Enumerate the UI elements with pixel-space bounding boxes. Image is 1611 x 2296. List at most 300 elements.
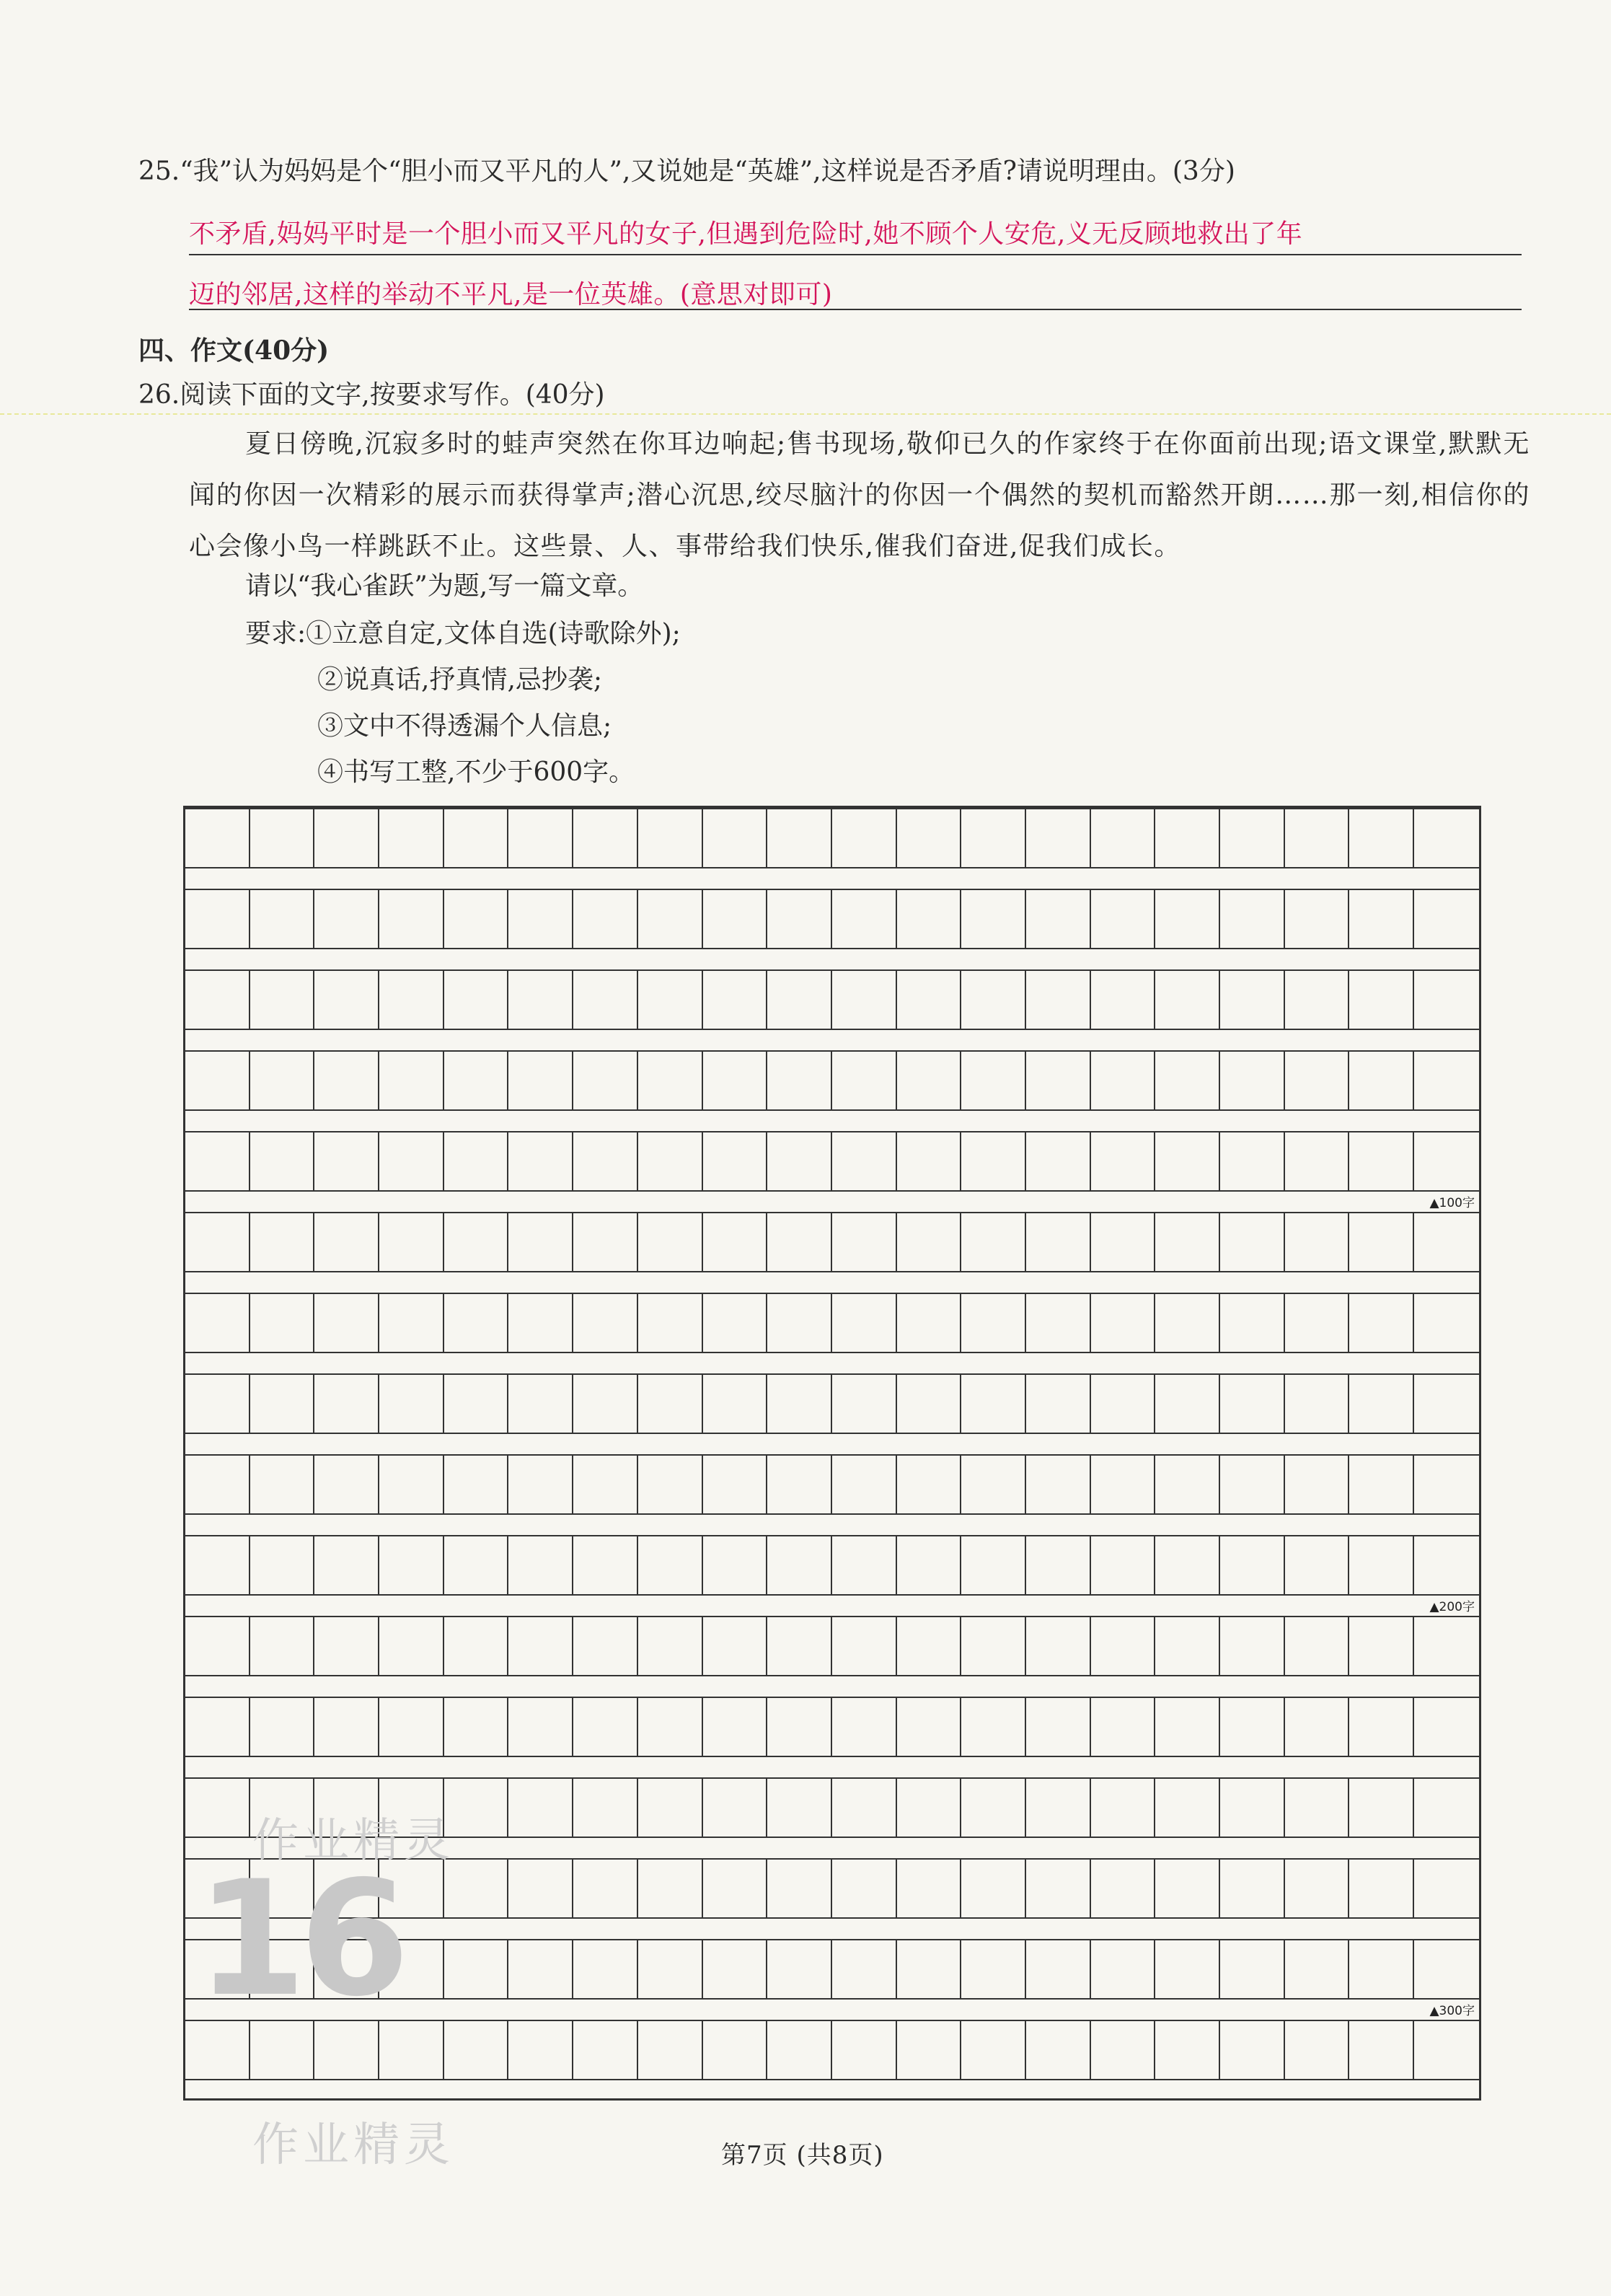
grid-cell[interactable] [767,1375,832,1433]
grid-cell[interactable] [638,971,703,1029]
grid-cell[interactable] [314,971,379,1029]
grid-cell[interactable] [767,2021,832,2079]
grid-cell[interactable] [573,1294,638,1352]
grid-cell[interactable] [767,1860,832,1917]
grid-cell[interactable] [1285,1213,1350,1271]
grid-cell[interactable] [250,1456,315,1513]
grid-cell[interactable] [1349,1132,1414,1190]
grid-cell[interactable] [897,971,962,1029]
grid-row[interactable] [185,1616,1479,1676]
grid-cell[interactable] [250,1052,315,1109]
grid-cell[interactable] [961,1940,1026,1998]
grid-cell[interactable] [444,1294,509,1352]
grid-cell[interactable] [444,1132,509,1190]
grid-cell[interactable] [1026,971,1091,1029]
grid-cell[interactable] [1091,2021,1156,2079]
grid-cell[interactable] [1091,1536,1156,1594]
grid-cell[interactable] [1285,1294,1350,1352]
grid-cell[interactable] [703,809,768,867]
grid-cell[interactable] [897,1536,962,1594]
grid-cell[interactable] [897,1698,962,1756]
grid-cell[interactable] [638,1698,703,1756]
grid-cell[interactable] [573,1132,638,1190]
grid-cell[interactable] [1349,1698,1414,1756]
grid-cell[interactable] [379,1536,444,1594]
grid-cell[interactable] [573,971,638,1029]
grid-cell[interactable] [1349,890,1414,948]
grid-cell[interactable] [961,1375,1026,1433]
grid-row[interactable] [185,1293,1479,1353]
grid-cell[interactable] [1026,1213,1091,1271]
grid-cell[interactable] [250,1698,315,1756]
grid-cell[interactable] [1414,809,1479,867]
grid-cell[interactable] [573,1375,638,1433]
grid-cell[interactable] [508,1940,573,1998]
grid-cell[interactable] [1026,1698,1091,1756]
grid-cell[interactable] [508,1860,573,1917]
grid-cell[interactable] [1220,2021,1285,2079]
grid-row[interactable] [185,1212,1479,1272]
grid-cell[interactable] [444,1940,509,1998]
grid-cell[interactable] [508,1132,573,1190]
grid-cell[interactable] [1414,1213,1479,1271]
grid-cell[interactable] [1026,1779,1091,1837]
grid-cell[interactable] [508,890,573,948]
grid-cell[interactable] [508,971,573,1029]
grid-cell[interactable] [508,1779,573,1837]
grid-cell[interactable] [1285,2021,1350,2079]
grid-cell[interactable] [1091,971,1156,1029]
grid-cell[interactable] [961,1294,1026,1352]
grid-cell[interactable] [573,1779,638,1837]
grid-row[interactable] [185,1697,1479,1757]
grid-cell[interactable] [314,1456,379,1513]
grid-cell[interactable] [444,1617,509,1675]
grid-cell[interactable] [185,1375,250,1433]
grid-cell[interactable] [767,1536,832,1594]
grid-cell[interactable] [703,1617,768,1675]
grid-cell[interactable] [638,1617,703,1675]
grid-cell[interactable] [1414,1940,1479,1998]
grid-cell[interactable] [1220,1375,1285,1433]
grid-cell[interactable] [1155,809,1220,867]
grid-cell[interactable] [1285,1860,1350,1917]
grid-cell[interactable] [444,971,509,1029]
grid-cell[interactable] [1091,890,1156,948]
grid-cell[interactable] [1026,1132,1091,1190]
grid-cell[interactable] [961,1536,1026,1594]
grid-row[interactable] [185,1050,1479,1111]
grid-cell[interactable] [961,971,1026,1029]
grid-cell[interactable] [1026,1294,1091,1352]
grid-cell[interactable] [185,1294,250,1352]
grid-cell[interactable] [832,1617,897,1675]
grid-cell[interactable] [185,1052,250,1109]
grid-cell[interactable] [767,1779,832,1837]
grid-cell[interactable] [379,809,444,867]
grid-cell[interactable] [573,1940,638,1998]
grid-row[interactable] [185,1131,1479,1192]
grid-row[interactable] [185,808,1479,868]
grid-cell[interactable] [832,1940,897,1998]
grid-cell[interactable] [1285,1536,1350,1594]
grid-cell[interactable] [1091,1617,1156,1675]
grid-cell[interactable] [832,1375,897,1433]
grid-cell[interactable] [185,1779,250,1837]
grid-cell[interactable] [314,1294,379,1352]
grid-cell[interactable] [1155,1132,1220,1190]
grid-cell[interactable] [1091,1294,1156,1352]
grid-cell[interactable] [314,890,379,948]
grid-cell[interactable] [1220,1617,1285,1675]
grid-cell[interactable] [314,1536,379,1594]
grid-cell[interactable] [703,1213,768,1271]
grid-cell[interactable] [897,2021,962,2079]
grid-cell[interactable] [1349,971,1414,1029]
grid-cell[interactable] [1414,1536,1479,1594]
grid-cell[interactable] [444,1052,509,1109]
grid-cell[interactable] [1220,1536,1285,1594]
grid-cell[interactable] [832,1456,897,1513]
grid-cell[interactable] [961,890,1026,948]
grid-cell[interactable] [703,890,768,948]
grid-cell[interactable] [508,1456,573,1513]
grid-cell[interactable] [185,809,250,867]
grid-row[interactable] [185,969,1479,1030]
grid-cell[interactable] [1155,1860,1220,1917]
grid-row[interactable] [185,1454,1479,1515]
grid-cell[interactable] [832,1698,897,1756]
grid-cell[interactable] [1091,1213,1156,1271]
grid-cell[interactable] [314,809,379,867]
grid-cell[interactable] [961,1052,1026,1109]
grid-cell[interactable] [961,2021,1026,2079]
grid-cell[interactable] [379,971,444,1029]
grid-cell[interactable] [1155,1456,1220,1513]
grid-cell[interactable] [250,809,315,867]
grid-cell[interactable] [638,1940,703,1998]
grid-cell[interactable] [961,1779,1026,1837]
grid-cell[interactable] [1349,1536,1414,1594]
grid-cell[interactable] [703,1456,768,1513]
grid-cell[interactable] [832,809,897,867]
grid-cell[interactable] [508,2021,573,2079]
grid-cell[interactable] [767,1617,832,1675]
grid-cell[interactable] [1349,2021,1414,2079]
grid-cell[interactable] [832,1294,897,1352]
grid-cell[interactable] [638,1456,703,1513]
grid-cell[interactable] [573,2021,638,2079]
grid-cell[interactable] [444,809,509,867]
grid-cell[interactable] [1155,1213,1220,1271]
grid-cell[interactable] [1155,1940,1220,1998]
grid-cell[interactable] [1220,1456,1285,1513]
grid-cell[interactable] [1285,971,1350,1029]
grid-cell[interactable] [508,1698,573,1756]
grid-cell[interactable] [1349,1375,1414,1433]
grid-cell[interactable] [767,1213,832,1271]
grid-cell[interactable] [185,1456,250,1513]
grid-cell[interactable] [897,1779,962,1837]
grid-cell[interactable] [185,890,250,948]
grid-cell[interactable] [961,1860,1026,1917]
grid-cell[interactable] [250,1132,315,1190]
grid-cell[interactable] [897,890,962,948]
grid-cell[interactable] [379,1052,444,1109]
grid-cell[interactable] [1220,1860,1285,1917]
grid-cell[interactable] [573,1536,638,1594]
grid-cell[interactable] [832,1536,897,1594]
grid-cell[interactable] [444,1698,509,1756]
grid-cell[interactable] [444,1536,509,1594]
grid-cell[interactable] [832,2021,897,2079]
grid-cell[interactable] [767,1698,832,1756]
grid-cell[interactable] [444,1213,509,1271]
grid-cell[interactable] [1220,1052,1285,1109]
grid-cell[interactable] [444,890,509,948]
grid-cell[interactable] [638,1132,703,1190]
grid-cell[interactable] [250,890,315,948]
grid-cell[interactable] [508,1536,573,1594]
grid-cell[interactable] [897,1456,962,1513]
grid-cell[interactable] [703,1940,768,1998]
grid-cell[interactable] [379,1617,444,1675]
grid-cell[interactable] [379,1698,444,1756]
grid-row[interactable] [185,1535,1479,1596]
grid-cell[interactable] [185,1132,250,1190]
grid-cell[interactable] [1220,1698,1285,1756]
grid-cell[interactable] [1285,1456,1350,1513]
grid-row[interactable] [185,1373,1479,1434]
grid-cell[interactable] [508,809,573,867]
grid-cell[interactable] [767,1940,832,1998]
grid-cell[interactable] [897,809,962,867]
grid-cell[interactable] [832,890,897,948]
grid-cell[interactable] [961,1617,1026,1675]
grid-cell[interactable] [832,1779,897,1837]
grid-cell[interactable] [1285,1052,1350,1109]
grid-cell[interactable] [1220,1940,1285,1998]
grid-cell[interactable] [1220,809,1285,867]
grid-cell[interactable] [1349,1456,1414,1513]
grid-cell[interactable] [573,1052,638,1109]
grid-cell[interactable] [1414,971,1479,1029]
grid-cell[interactable] [573,1617,638,1675]
grid-cell[interactable] [1220,890,1285,948]
grid-cell[interactable] [1026,890,1091,948]
grid-cell[interactable] [185,1536,250,1594]
grid-cell[interactable] [1091,1456,1156,1513]
grid-cell[interactable] [379,1375,444,1433]
grid-cell[interactable] [444,1375,509,1433]
grid-cell[interactable] [444,1456,509,1513]
grid-cell[interactable] [961,1456,1026,1513]
grid-cell[interactable] [1349,1294,1414,1352]
grid-cell[interactable] [638,1052,703,1109]
grid-cell[interactable] [703,1375,768,1433]
grid-cell[interactable] [1285,1132,1350,1190]
grid-cell[interactable] [638,1536,703,1594]
grid-cell[interactable] [832,971,897,1029]
grid-cell[interactable] [573,1456,638,1513]
grid-cell[interactable] [1091,1052,1156,1109]
grid-cell[interactable] [897,1617,962,1675]
grid-cell[interactable] [573,890,638,948]
grid-cell[interactable] [379,1132,444,1190]
grid-cell[interactable] [1349,1940,1414,1998]
grid-cell[interactable] [1091,1779,1156,1837]
grid-cell[interactable] [250,1294,315,1352]
grid-cell[interactable] [185,1617,250,1675]
grid-cell[interactable] [508,1052,573,1109]
grid-cell[interactable] [573,1698,638,1756]
grid-cell[interactable] [1220,1132,1285,1190]
grid-cell[interactable] [1026,1536,1091,1594]
grid-cell[interactable] [703,2021,768,2079]
grid-cell[interactable] [897,1940,962,1998]
grid-cell[interactable] [703,971,768,1029]
grid-cell[interactable] [1349,1617,1414,1675]
grid-cell[interactable] [1220,1294,1285,1352]
grid-cell[interactable] [185,971,250,1029]
grid-cell[interactable] [1026,1940,1091,1998]
grid-cell[interactable] [767,971,832,1029]
grid-cell[interactable] [1091,809,1156,867]
grid-cell[interactable] [1091,1375,1156,1433]
grid-cell[interactable] [897,1294,962,1352]
grid-cell[interactable] [379,1213,444,1271]
grid-cell[interactable] [1285,809,1350,867]
grid-cell[interactable] [250,1213,315,1271]
grid-cell[interactable] [1414,1617,1479,1675]
grid-cell[interactable] [767,1132,832,1190]
grid-cell[interactable] [1414,1132,1479,1190]
grid-cell[interactable] [1155,1375,1220,1433]
grid-cell[interactable] [1091,1860,1156,1917]
grid-cell[interactable] [897,1860,962,1917]
grid-cell[interactable] [1026,1860,1091,1917]
grid-cell[interactable] [314,1375,379,1433]
grid-cell[interactable] [638,809,703,867]
grid-cell[interactable] [703,1698,768,1756]
grid-cell[interactable] [897,1052,962,1109]
grid-cell[interactable] [1285,890,1350,948]
grid-cell[interactable] [1026,1456,1091,1513]
grid-cell[interactable] [638,1213,703,1271]
grid-cell[interactable] [1220,1213,1285,1271]
grid-cell[interactable] [1349,1052,1414,1109]
grid-cell[interactable] [1414,1294,1479,1352]
grid-cell[interactable] [703,1779,768,1837]
grid-cell[interactable] [767,1456,832,1513]
grid-cell[interactable] [250,1617,315,1675]
grid-cell[interactable] [250,1536,315,1594]
grid-cell[interactable] [1414,1779,1479,1837]
grid-cell[interactable] [1349,1860,1414,1917]
grid-cell[interactable] [1155,2021,1220,2079]
grid-cell[interactable] [703,1132,768,1190]
grid-cell[interactable] [767,890,832,948]
grid-cell[interactable] [573,1860,638,1917]
grid-cell[interactable] [379,1456,444,1513]
grid-cell[interactable] [508,1294,573,1352]
grid-cell[interactable] [961,1698,1026,1756]
grid-cell[interactable] [1285,1375,1350,1433]
grid-cell[interactable] [1349,1213,1414,1271]
grid-cell[interactable] [1414,1860,1479,1917]
grid-cell[interactable] [314,1052,379,1109]
grid-cell[interactable] [703,1536,768,1594]
grid-cell[interactable] [638,890,703,948]
grid-cell[interactable] [1155,1617,1220,1675]
grid-cell[interactable] [767,1294,832,1352]
grid-cell[interactable] [897,1213,962,1271]
grid-cell[interactable] [1026,809,1091,867]
grid-cell[interactable] [379,1294,444,1352]
grid-cell[interactable] [250,1375,315,1433]
grid-cell[interactable] [185,1698,250,1756]
grid-cell[interactable] [1026,2021,1091,2079]
grid-cell[interactable] [1285,1698,1350,1756]
grid-cell[interactable] [314,1698,379,1756]
grid-cell[interactable] [703,1052,768,1109]
grid-cell[interactable] [1155,971,1220,1029]
grid-cell[interactable] [832,1860,897,1917]
grid-cell[interactable] [1285,1940,1350,1998]
grid-cell[interactable] [897,1375,962,1433]
grid-cell[interactable] [1155,1779,1220,1837]
grid-cell[interactable] [185,1213,250,1271]
grid-cell[interactable] [1220,971,1285,1029]
grid-cell[interactable] [1026,1375,1091,1433]
grid-cell[interactable] [1155,890,1220,948]
grid-cell[interactable] [1155,1536,1220,1594]
grid-cell[interactable] [1414,2021,1479,2079]
grid-cell[interactable] [638,1860,703,1917]
grid-cell[interactable] [1026,1617,1091,1675]
grid-cell[interactable] [1285,1779,1350,1837]
grid-cell[interactable] [508,1375,573,1433]
grid-cell[interactable] [508,1213,573,1271]
grid-cell[interactable] [1285,1617,1350,1675]
grid-cell[interactable] [961,1213,1026,1271]
grid-cell[interactable] [1220,1779,1285,1837]
grid-cell[interactable] [1091,1940,1156,1998]
grid-cell[interactable] [767,1052,832,1109]
grid-cell[interactable] [767,809,832,867]
grid-cell[interactable] [1091,1132,1156,1190]
grid-cell[interactable] [1414,890,1479,948]
grid-cell[interactable] [703,1860,768,1917]
grid-cell[interactable] [314,1213,379,1271]
grid-cell[interactable] [444,2021,509,2079]
grid-cell[interactable] [832,1132,897,1190]
grid-cell[interactable] [703,1294,768,1352]
grid-cell[interactable] [897,1132,962,1190]
grid-cell[interactable] [1414,1052,1479,1109]
grid-cell[interactable] [638,1375,703,1433]
grid-cell[interactable] [1155,1698,1220,1756]
grid-cell[interactable] [314,1617,379,1675]
grid-row[interactable] [185,889,1479,949]
grid-cell[interactable] [961,1132,1026,1190]
grid-cell[interactable] [314,1132,379,1190]
grid-cell[interactable] [1349,1779,1414,1837]
grid-cell[interactable] [1091,1698,1156,1756]
grid-cell[interactable] [573,809,638,867]
grid-cell[interactable] [250,971,315,1029]
grid-cell[interactable] [1026,1052,1091,1109]
